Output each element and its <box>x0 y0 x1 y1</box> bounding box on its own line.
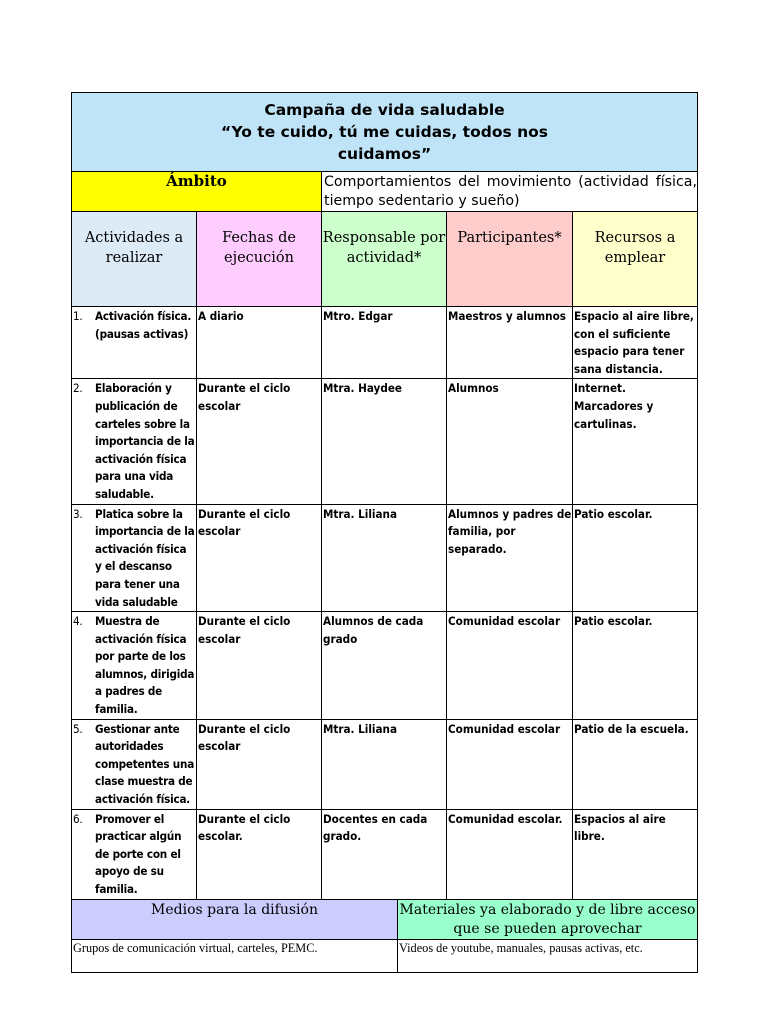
actividad-text: Promover el practicar algún de porte con el apoyo de su familia. <box>95 811 182 896</box>
campaign-document <box>71 92 697 973</box>
title-line-3: cuidamos” <box>337 145 432 163</box>
row-number: 4. <box>73 614 83 629</box>
document-title <box>72 93 698 172</box>
medios-difusion-value: Grupos de comunicación virtual, carteles, PEMC. <box>72 939 398 972</box>
actividad-cell <box>72 504 197 612</box>
ambito-description: Comportamientos del movimiento (actividad física, tiempo sedentario y sueño) <box>322 172 698 212</box>
footer-table <box>71 899 698 973</box>
participantes-cell: Alumnos <box>447 379 573 504</box>
actividad-cell <box>72 379 197 504</box>
responsable-cell: Docentes en cada grado. <box>322 809 447 899</box>
table-row <box>72 379 698 504</box>
fecha-cell: Durante el ciclo escolar <box>197 379 322 504</box>
participantes-cell: Comunidad escolar. <box>447 809 573 899</box>
responsable-cell: Mtra. Liliana <box>322 719 447 809</box>
table-row <box>72 612 698 720</box>
participantes-cell: Comunidad escolar <box>447 719 573 809</box>
row-number: 6. <box>73 811 83 826</box>
title-line-1: Campaña de vida saludable <box>264 101 505 119</box>
ambito-row <box>72 172 698 212</box>
table-row <box>72 809 698 899</box>
fecha-cell: Durante el ciclo escolar <box>197 612 322 720</box>
fecha-cell: Durante el ciclo escolar <box>197 504 322 612</box>
recursos-cell: Patio de la escuela. <box>573 719 698 809</box>
fecha-cell: Durante el ciclo escolar. <box>197 809 322 899</box>
footer-header-row <box>72 899 698 939</box>
actividad-cell <box>72 612 197 720</box>
actividad-text: Activación física. (pausas activas) <box>95 309 192 341</box>
actividad-text: Elaboración y publicación de carteles sobre la importancia de la activación física para una vida saludable. <box>95 381 195 501</box>
header-actividades: Actividades a realizar <box>72 212 197 307</box>
table-row <box>72 504 698 612</box>
actividad-cell <box>72 307 197 379</box>
materiales-value: Videos de youtube, manuales, pausas activas, etc. <box>398 939 698 972</box>
recursos-cell: Espacio al aire libre, con el suficiente espacio para tener sana distancia. <box>573 307 698 379</box>
medios-difusion-header: Medios para la difusión <box>72 899 398 939</box>
recursos-cell: Patio escolar. <box>573 612 698 720</box>
row-number: 5. <box>73 721 83 736</box>
title-row <box>72 93 698 172</box>
table-row <box>72 719 698 809</box>
responsable-cell: Mtro. Edgar <box>322 307 447 379</box>
table-row <box>72 307 698 379</box>
header-recursos: Recursos a emplear <box>573 212 698 307</box>
title-line-2: “Yo te cuido, tú me cuidas, todos nos <box>220 123 549 141</box>
recursos-cell: Internet. Marcadores y cartulinas. <box>573 379 698 504</box>
actividad-cell <box>72 719 197 809</box>
participantes-cell: Alumnos y padres de familia, por separado. <box>447 504 573 612</box>
row-number: 3. <box>73 506 83 521</box>
actividad-cell <box>72 809 197 899</box>
recursos-cell: Patio escolar. <box>573 504 698 612</box>
campaign-table <box>71 92 698 900</box>
fecha-cell: Durante el ciclo escolar <box>197 719 322 809</box>
header-responsable: Responsable por actividad* <box>322 212 447 307</box>
header-participantes: Participantes* <box>447 212 573 307</box>
footer-value-row <box>72 939 698 972</box>
header-fechas: Fechas de ejecución <box>197 212 322 307</box>
actividad-text: Gestionar ante autoridades competentes una clase muestra de activación física. <box>95 721 195 807</box>
responsable-cell: Alumnos de cada grado <box>322 612 447 720</box>
actividad-text: Muestra de activación física por parte de los alumnos, dirigida a padres de familia. <box>95 614 195 717</box>
ambito-label <box>72 172 322 212</box>
row-number: 1. <box>73 309 83 323</box>
row-number: 2. <box>73 381 83 396</box>
responsable-cell: Mtra. Liliana <box>322 504 447 612</box>
header-row <box>72 212 698 307</box>
actividad-text: Platica sobre la importancia de la activación física y el descanso para tener una vida saludable <box>95 506 195 609</box>
fecha-cell: A diario <box>197 307 322 379</box>
recursos-cell: Espacios al aire libre. <box>573 809 698 899</box>
ambito-label-text: Ámbito <box>166 172 227 190</box>
participantes-cell: Comunidad escolar <box>447 612 573 720</box>
materiales-header: Materiales ya elaborado y de libre acceso que se pueden aprovechar <box>398 899 698 939</box>
participantes-cell: Maestros y alumnos <box>447 307 573 379</box>
responsable-cell: Mtra. Haydee <box>322 379 447 504</box>
